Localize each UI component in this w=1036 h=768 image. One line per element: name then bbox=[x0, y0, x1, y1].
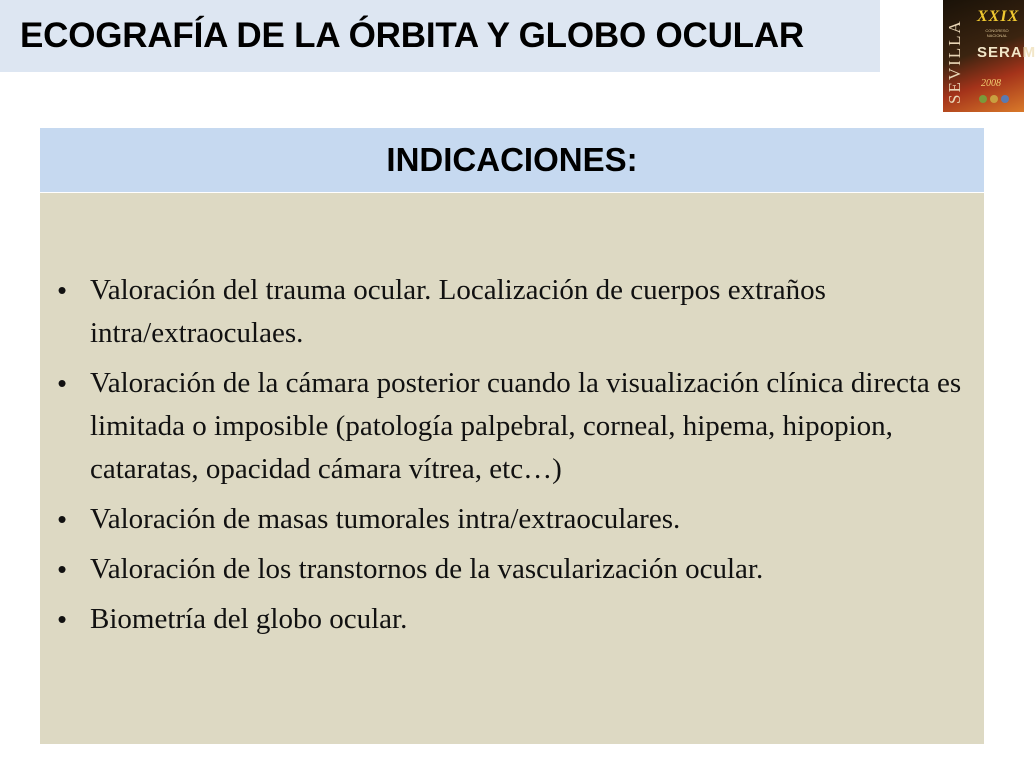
logo-year-text: 2008 bbox=[981, 78, 1001, 89]
bullet-icon: • bbox=[57, 504, 67, 534]
list-item-text: Valoración del trauma ocular. Localización de cuerpos extraños intra/extraoculaes. bbox=[90, 274, 826, 349]
list-item bbox=[52, 498, 972, 541]
logo-edition-text: XXIX bbox=[977, 8, 1020, 25]
list-item-text: Valoración de masas tumorales intra/extraoculares. bbox=[90, 503, 681, 535]
indications-list bbox=[52, 269, 972, 648]
bullet-icon: • bbox=[57, 368, 67, 398]
sponsor-mark-icon bbox=[979, 95, 987, 103]
slide-title: ECOGRAFÍA DE LA ÓRBITA Y GLOBO OCULAR bbox=[20, 16, 804, 55]
list-item-text: Biometría del globo ocular. bbox=[90, 603, 408, 635]
congress-logo bbox=[943, 0, 1036, 112]
bullet-icon: • bbox=[57, 275, 67, 305]
logo-brand-text: SERAM bbox=[977, 44, 1036, 61]
logo-sponsor-marks bbox=[979, 95, 1019, 105]
bullet-icon: • bbox=[57, 554, 67, 584]
sponsor-mark-icon bbox=[990, 95, 998, 103]
list-item-text: Valoración de la cámara posterior cuando la visualización clínica directa es limitada o imposible (patología palpebral, corneal, hipema, hipopion, cataratas, opacidad cámara vítrea, etc…) bbox=[90, 367, 962, 485]
panel-heading: INDICACIONES: bbox=[386, 141, 638, 178]
logo-city-text: SEVILLA bbox=[945, 19, 964, 104]
list-item bbox=[52, 269, 972, 355]
bullet-icon: • bbox=[57, 604, 67, 634]
title-bar bbox=[0, 0, 880, 72]
panel-body bbox=[40, 193, 984, 744]
panel-header bbox=[40, 128, 984, 192]
list-item bbox=[52, 362, 972, 491]
list-item-text: Valoración de los transtornos de la vascularización ocular. bbox=[90, 553, 764, 585]
logo-congress-text: CONGRESO NACIONAL bbox=[985, 28, 1009, 38]
list-item bbox=[52, 548, 972, 591]
list-item bbox=[52, 598, 972, 641]
sponsor-mark-icon bbox=[1001, 95, 1009, 103]
